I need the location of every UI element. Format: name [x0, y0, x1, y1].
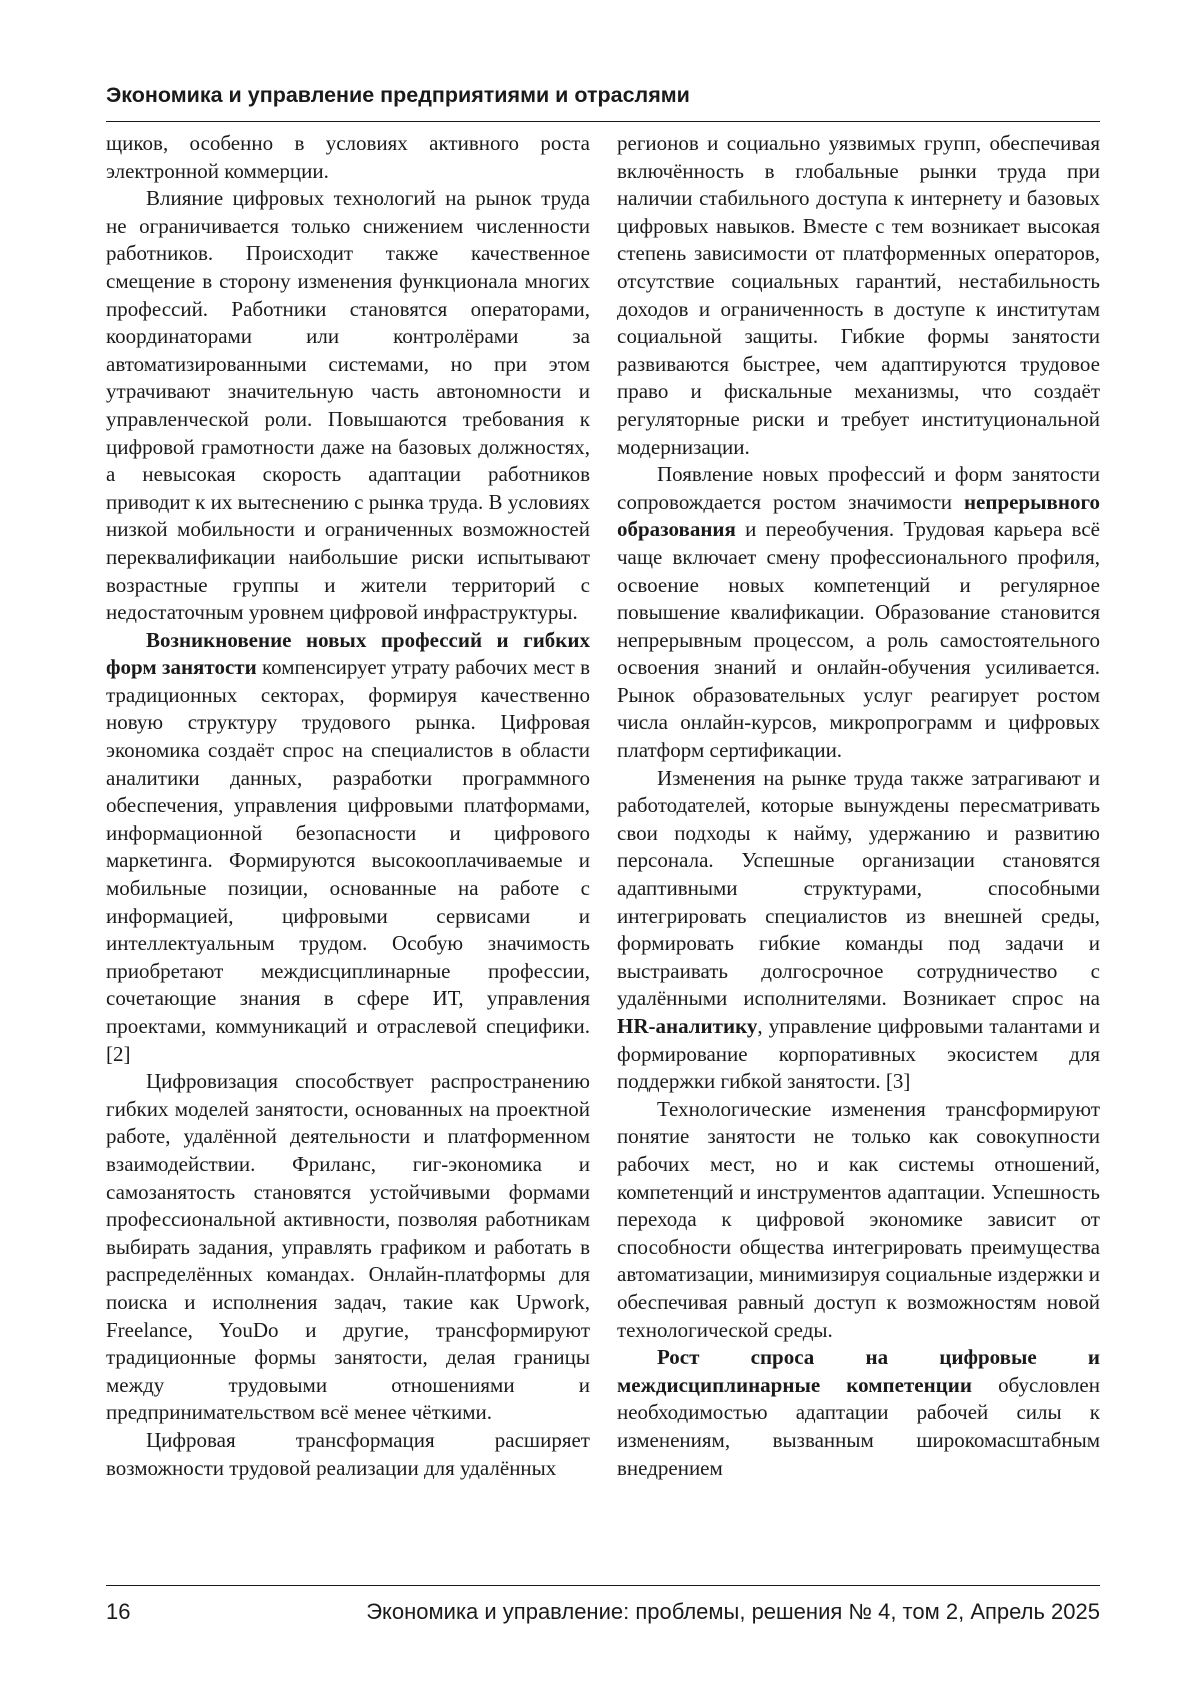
paragraph-text: обусловлен необходимостью адаптации рабочей силы к изменениям, вызванным широкомасштабным внедрением — [617, 1373, 1100, 1480]
footer-rule — [106, 1585, 1100, 1586]
bold-term: Возникновение новых профессий и гибких форм занятости — [106, 628, 590, 680]
running-header: Экономика и управление предприятиями и отраслями — [106, 80, 1100, 110]
paragraph-text: и переобучения. Трудовая карьера всё чаще включает смену профессионального профиля, освоение новых компетенций и регулярное повышение квалификации. Образование становится непрерывным процессом, а роль самостоятельного освоения знаний и онлайн-обучения усиливается. Рынок образовательных услуг реагирует ростом числа онлайн-курсов, микропрограмм и цифровых платформ сертификации. — [617, 517, 1100, 762]
paragraph: Технологические изменения трансформируют понятие занятости не только как совокупности рабочих мест, но и как системы отношений, компетенций и инструментов адаптации. Успешность перехода к цифровой экономике зависит от способности общества интегрировать преимущества автоматизации, минимизируя социальные издержки и обеспечивая равный доступ к возможностям новой технологической среды. — [617, 1096, 1100, 1344]
header-rule — [106, 121, 1100, 122]
paragraph: Цифровизация способствует распространению гибких моделей занятости, основанных на проектной работе, удалённой деятельности и платформенном взаимодействии. Фриланс, гиг-экономика и самозанятость становятся устойчивыми формами профессиональной активности, позволяя работникам выбирать задания, управлять графиком и работать в распределённых командах. Онлайн-платформы для поиска и исполнения задач, такие как Upwork, Freelance, YouDo и другие, трансформируют традиционные формы занятости, делая границы между трудовыми отношениями и предпринимательством всё менее чёткими. — [106, 1068, 590, 1427]
paragraph-text: Появление новых профессий и форм занятости сопровождается ростом значимости — [617, 462, 1100, 514]
paragraph-text: компенсирует утрату рабочих мест в традиционных секторах, формируя качественно новую структуру трудового рынка. Цифровая экономика создаёт спрос на специалистов в области аналитики данных, разработки программного обеспечения, управления цифровыми платформами, информационной безопасности и цифрового маркетинга. Формируются высокооплачиваемые и мобильные позиции, основанные на работе с информацией, цифровыми сервисами и интеллектуальным трудом. Особую значимость приобретают междисциплинарные профессии, сочетающие знания в сфере ИТ, управления проектами, коммуникаций и отраслевой специфики. [2] — [106, 655, 590, 1065]
paragraph: щиков, особенно в условиях активного роста электронной коммерции. — [106, 130, 590, 185]
paragraph: Цифровая трансформация расширяет возможности трудовой реализации для удалённых — [106, 1427, 590, 1482]
journal-info: Экономика и управление: проблемы, решения № 4, том 2, Апрель 2025 — [366, 1596, 1100, 1628]
paragraph — [617, 765, 1100, 1096]
paragraph — [106, 627, 590, 1069]
bold-term: Рост спроса на цифровые и междисциплинарные компетенции — [617, 1345, 1100, 1397]
paragraph — [617, 461, 1100, 765]
left-column — [106, 130, 590, 1482]
paragraph-text: Изменения на рынке труда также затрагивают и работодателей, которые вынуждены пересматривать свои подходы к найму, удержанию и развитию персонала. Успешные организации становятся адаптивными структурами, способными интегрировать специалистов из внешней среды, формировать гибкие команды под задачи и выстраивать долгосрочное сотрудничество с удалёнными исполнителями. Возникает спрос на — [617, 766, 1100, 1011]
paragraph: регионов и социально уязвимых групп, обеспечивая включённость в глобальные рынки труда при наличии стабильного доступа к интернету и базовых цифровых навыков. Вместе с тем возникает высокая степень зависимости от платформенных операторов, отсутствие социальных гарантий, нестабильность доходов и ограниченность в доступе к институтам социальной защиты. Гибкие формы занятости развиваются быстрее, чем адаптируются трудовое право и фискальные механизмы, что создаёт регуляторные риски и требует институциональной модернизации. — [617, 130, 1100, 461]
page-number: 16 — [106, 1596, 130, 1628]
bold-term: непрерывного образования — [617, 490, 1100, 542]
right-column — [617, 130, 1100, 1482]
paragraph-text: , управление цифровыми талантами и формирование корпоративных экосистем для поддержки гибкой занятости. [3] — [617, 1014, 1100, 1093]
paragraph — [617, 1344, 1100, 1482]
paragraph: Влияние цифровых технологий на рынок труда не ограничивается только снижением численности работников. Происходит также качественное смещение в сторону изменения функционала многих профессий. Работники становятся операторами, координаторами или контролёрами за автоматизированными системами, но при этом утрачивают значительную часть автономности и управленческой роли. Повышаются требования к цифровой грамотности даже на базовых должностях, а невысокая скорость адаптации работников приводит к их вытеснению с рынка труда. В условиях низкой мобильности и ограниченных возможностей переквалификации наибольшие риски испытывают возрастные группы и жители территорий с недостаточным уровнем цифровой инфраструктуры. — [106, 185, 590, 627]
bold-term: HR-аналитику — [617, 1014, 757, 1038]
